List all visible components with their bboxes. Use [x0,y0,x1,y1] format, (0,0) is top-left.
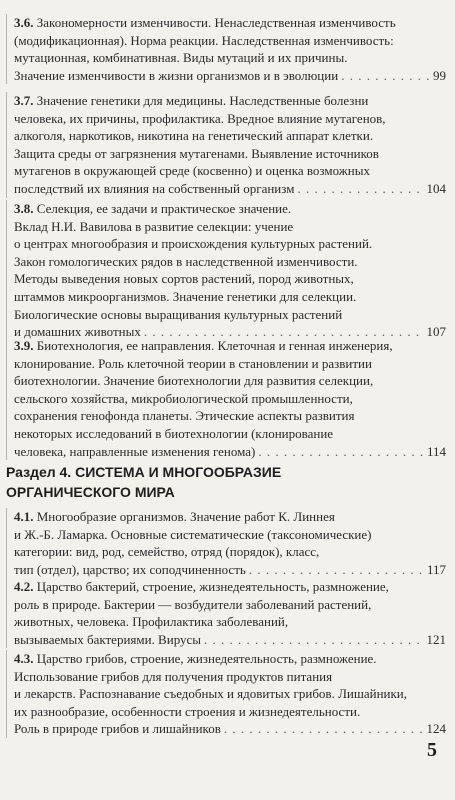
dot-leader [258,443,424,461]
entry-line: животных, человека. Профилактика заболеваний, [14,614,289,630]
entry-first-line [14,508,446,526]
entry-page-number: 114 [426,443,446,459]
entry-first-line [14,92,446,110]
entry-number: 4.2. [14,579,34,594]
entry-line: сельского хозяйства, микробиологической промышленности, [14,390,353,406]
entry-line: некоторых исследований в биотехнологии (клонирование [14,425,334,441]
entry-number: 4.3. [14,651,34,666]
entry-last-text: вызываемых бактериями. Вирусы [14,631,202,647]
entry-line: Использование грибов для получения продуктов питания [14,668,333,684]
entry-line: биотехнологии. Значение биотехнологии для развития селекции, [14,373,374,389]
entry-last-line [14,67,446,85]
entry-last-line [14,180,446,198]
entry-line: Биологические основы выращивания культурных растений [14,306,343,322]
entry-line: (модификационная). Норма реакции. Наследственная изменчивость: [14,32,394,48]
entry-last-text: последствий их влияния на собственный организм [14,180,295,196]
toc-entry-3-9[interactable] [6,337,446,460]
entry-last-line [14,443,446,461]
entry-line: штаммов микроорганизмов. Значение генетики для селекции. [14,288,357,304]
entry-line: категории: вид, род, семейство, отряд (порядок), класс, [14,544,320,560]
entry-number: 3.7. [14,93,34,108]
entry-line: мутационная, комбинативная. Виды мутаций и их причины. [14,50,348,66]
entry-page-number: 124 [426,721,446,737]
dot-leader [204,631,423,649]
entry-last-text: Значение изменчивости в жизни организмов и в эволюции [14,67,339,83]
entry-text: Царство бактерий, строение, жизнедеятельность, размножение, [36,579,389,594]
entry-first-line [14,650,446,668]
entry-line: алкоголя, наркотиков, никотина на генетический аппарат клетки. [14,128,374,144]
entry-line: и лекарств. Распознавание съедобных и ядовитых грибов. Лишайники, [14,686,408,702]
entry-last-text: Роль в природе грибов и лишайников [14,721,221,737]
section-heading-line-2: ОРГАНИЧЕСКОГО МИРА [6,484,175,500]
entry-text: Значение генетики для медицины. Наследственные болезни [36,93,369,108]
dot-leader [297,180,423,198]
entry-line: Методы выведения новых сортов растений, пород животных, [14,271,354,287]
dot-leader [341,67,430,85]
entry-text: Биотехнология, ее направления. Клеточная и генная инженерия, [36,338,393,353]
entry-line: роль в природе. Бактерии — возбудители заболеваний растений, [14,596,372,612]
entry-last-text: и домашних животных [14,324,141,340]
entry-text: Царство грибов, строение, жизнедеятельность, размножение. [36,651,377,666]
entry-line: о центрах многообразия и происхождения культурных растений. [14,236,373,252]
toc-entry-3-8[interactable] [6,200,446,341]
dot-leader [249,561,424,579]
entry-line: мутагенов в окружающей среде (косвенно) и оценка возможных [14,163,370,179]
toc-entry-3-6[interactable] [6,14,446,84]
section-heading-line-1: Раздел 4. СИСТЕМА И МНОГООБРАЗИЕ [6,464,282,480]
entry-page-number: 117 [426,561,446,577]
entry-number: 3.8. [14,201,34,216]
entry-line: и Ж.-Б. Ламарка. Основные систематические (таксономические) [14,526,372,542]
entry-page-number: 104 [426,180,446,196]
entry-line: человека, их причины, профилактика. Вредное влияние мутагенов, [14,110,386,126]
entry-last-text: человека, направленные изменения генома) [14,443,256,459]
entry-last-line [14,631,446,649]
entry-last-text: тип (отдел), царство; их соподчиненность [14,561,246,577]
entry-line: клонирование. Роль клеточной теории в становлении и развитии [14,355,372,371]
toc-entry-3-7[interactable] [6,92,446,198]
section-heading[interactable] [6,462,438,502]
dot-leader [224,720,424,738]
entry-line: их разнообразие, особенности строения и жизнедеятельности. [14,703,361,719]
entry-text: Многообразие организмов. Значение работ К. Линнея [36,509,335,524]
entry-text: Закономерности изменчивости. Ненаследственная изменчивость [36,15,396,30]
entry-number: 3.6. [14,15,34,30]
page-number: 5 [427,739,437,761]
entry-page-number: 121 [426,631,446,647]
entry-first-line [14,337,446,355]
toc-entry-4-3[interactable] [6,650,446,738]
entry-first-line [14,14,446,32]
entry-line: Защита среды от загрязнения мутагенами. Выявление источников [14,145,379,161]
entry-number: 4.1. [14,509,34,524]
toc-entry-4-2[interactable] [6,578,446,648]
entry-page-number: 107 [426,324,446,340]
entry-last-line [14,561,446,579]
entry-line: Вклад Н.И. Вавилова в развитие селекции: учение [14,218,294,234]
entry-first-line [14,578,446,596]
entry-number: 3.9. [14,338,34,353]
entry-text: Селекция, ее задачи и практическое значение. [36,201,292,216]
entry-line: Закон гомологических рядов в наследственной изменчивости. [14,253,358,269]
entry-first-line [14,200,446,218]
entry-line: сохранения генофонда планеты. Этические аспекты развития [14,408,355,424]
toc-entry-4-1[interactable] [6,508,446,578]
entry-last-line [14,720,446,738]
entry-page-number: 99 [433,67,446,83]
